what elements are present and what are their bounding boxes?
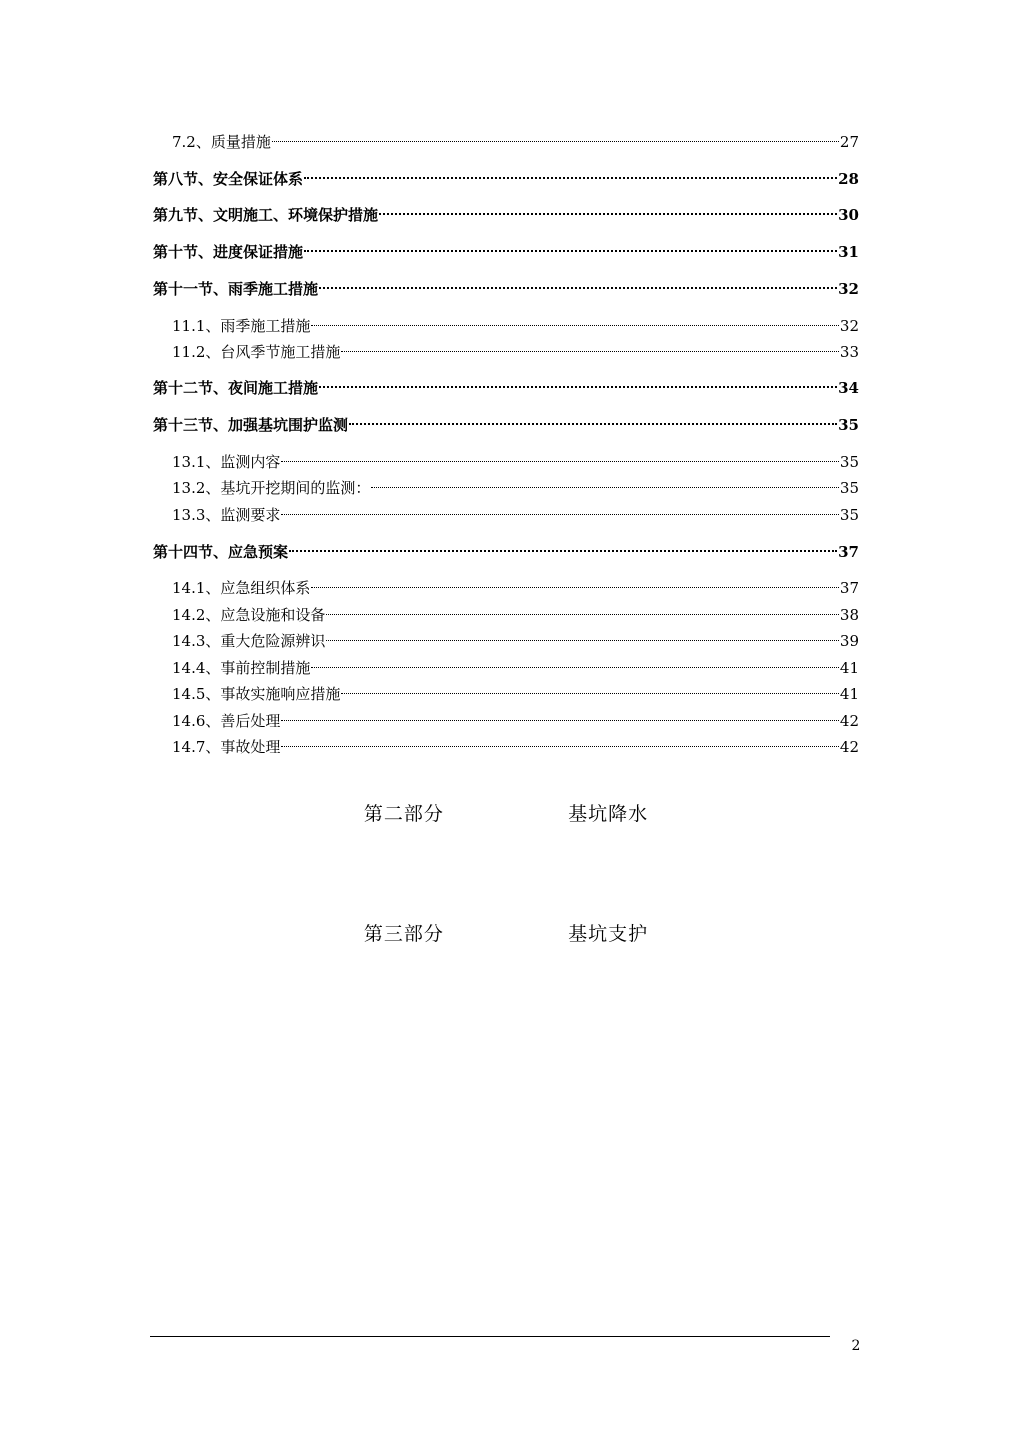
toc-dot-leader [281,704,839,726]
toc-entry-page: 38 [839,606,859,624]
toc-entry-title: 11.2、台风季节施工措施 [172,343,341,361]
toc-entry-title: 14.5、事故实施响应措施 [172,685,341,703]
toc-entry-page: 31 [838,243,859,261]
toc-dot-leader [341,677,839,699]
part-heading: 第二部分 基坑降水 [363,803,649,825]
toc-entry[interactable] [153,235,859,261]
toc-dot-leader [311,651,839,673]
toc-dot-leader [319,371,837,393]
toc-entry-page: 37 [838,543,859,561]
toc-entry-title: 13.1、监测内容 [172,453,281,471]
toc-entry-page: 30 [838,206,859,224]
toc-dot-leader [326,598,839,620]
toc-entry-title: 13.3、监测要求 [172,506,281,524]
toc-entry[interactable] [172,571,859,597]
toc-dot-leader [281,445,839,467]
toc-entry[interactable] [153,272,859,298]
toc-entry-page: 35 [839,506,859,524]
toc-entry-page: 28 [838,170,859,188]
toc-dot-leader [311,571,839,593]
toc-entry[interactable] [172,651,859,677]
toc-entry[interactable] [172,624,859,650]
toc-entry[interactable] [172,677,859,703]
toc-entry[interactable] [172,498,859,524]
toc-entry-title: 7.2、质量措施 [172,133,271,151]
toc-entry-title: 11.1、雨季施工措施 [172,317,311,335]
toc-entry-title: 14.2、应急设施和设备 [172,606,326,624]
toc-dot-leader [311,309,839,331]
page-number: 2 [851,1338,861,1354]
toc-entry[interactable] [172,445,859,471]
toc-dot-leader [304,235,837,257]
toc-entry-page: 37 [839,579,859,597]
toc-entry[interactable] [172,125,859,151]
toc-entry-page: 32 [839,317,859,335]
toc-dot-leader [272,125,839,147]
toc-entry[interactable] [153,371,859,397]
toc-entry-title: 第十四节、应急预案 [153,543,289,561]
toc-entry-page: 42 [839,738,859,756]
toc-dot-leader [319,272,837,294]
toc-entry-title: 第八节、安全保证体系 [153,170,304,188]
toc-entry-title: 第十三节、加强基坑围护监测 [153,416,349,434]
toc-entry-page: 35 [838,416,859,434]
toc-entry-page: 41 [839,659,859,677]
toc-entry-page: 27 [839,133,859,151]
toc-entry[interactable] [153,535,859,561]
toc-dot-leader [349,408,837,430]
toc-entry-title: 第十二节、夜间施工措施 [153,379,319,397]
toc-entry-page: 32 [838,280,859,298]
part-heading: 第三部分 基坑支护 [363,923,649,945]
toc-entry[interactable] [172,598,859,624]
toc-entry-page: 33 [839,343,859,361]
toc-entry-page: 35 [839,453,859,471]
toc-entry[interactable] [153,408,859,434]
toc-entry-title: 第十一节、雨季施工措施 [153,280,319,298]
toc-entry-title: 14.4、事前控制措施 [172,659,311,677]
toc-entry-title: 14.6、善后处理 [172,712,281,730]
toc-entry-page: 35 [839,479,859,497]
toc-entry-page: 39 [839,632,859,650]
toc-dot-leader [304,162,837,184]
footer-divider [150,1336,830,1337]
toc-dot-leader [281,498,839,520]
toc-entry[interactable] [153,198,859,224]
toc-entry-title: 第十节、进度保证措施 [153,243,304,261]
toc-entry-title: 14.3、重大危险源辨识 [172,632,326,650]
toc-entry-title: 13.2、基坑开挖期间的监测： [172,479,371,497]
toc-entry-page: 34 [838,379,859,397]
toc-entry-title: 14.7、事故处理 [172,738,281,756]
toc-entry[interactable] [172,309,859,335]
toc-entry-title: 第九节、文明施工、环境保护措施 [153,206,379,224]
toc-dot-leader [379,198,837,220]
toc-entry-page: 42 [839,712,859,730]
toc-entry[interactable] [172,471,859,497]
toc-entry[interactable] [172,335,859,361]
toc-dot-leader [341,335,839,357]
toc-entry-page: 41 [839,685,859,703]
toc-dot-leader [371,471,839,493]
toc-dot-leader [289,535,837,557]
toc-entry[interactable] [172,730,859,756]
toc-entry-title: 14.1、应急组织体系 [172,579,311,597]
toc-dot-leader [281,730,839,752]
toc-entry[interactable] [153,162,859,188]
toc-dot-leader [326,624,839,646]
toc-entry[interactable] [172,704,859,730]
